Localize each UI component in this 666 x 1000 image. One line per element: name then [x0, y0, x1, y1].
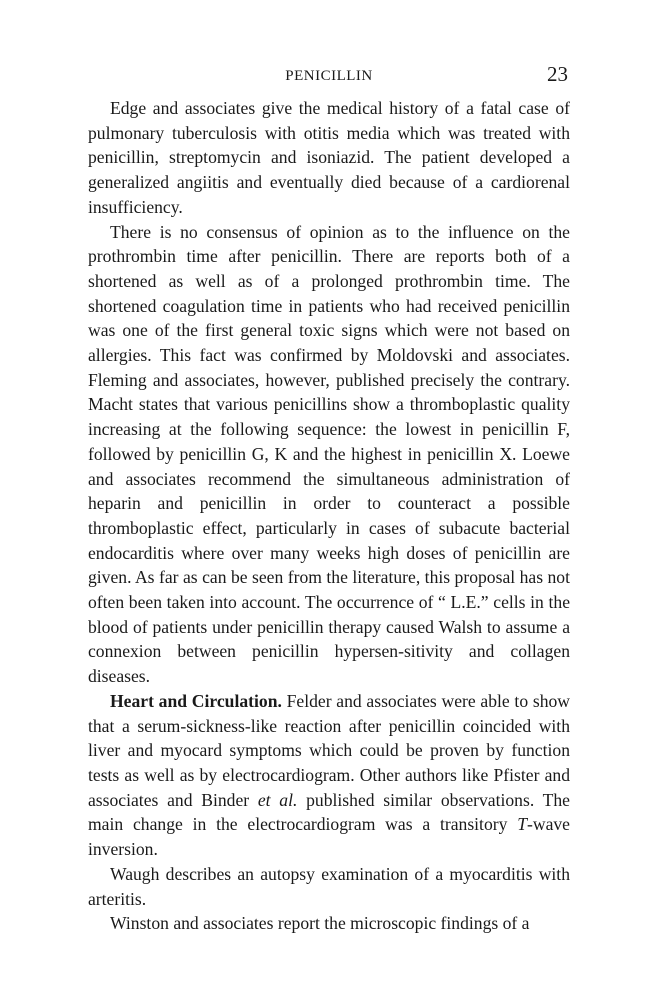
paragraph-waugh: Waugh describes an autopsy examination of a myocarditis with arteritis.	[88, 863, 570, 909]
paragraph-edge-case: Edge and associates give the medical history of a fatal case of pulmonary tuberculosis with otitis media which was treated with penicillin, streptomycin and isoniazid. The patient developed a generalized angiitis and eventually died because of a cardiorenal insufficiency.	[88, 98, 570, 217]
paragraph-winston: Winston and associates report the microscopic findings of a	[110, 913, 530, 934]
paragraph-heart-circulation	[88, 689, 570, 862]
italic-et-al: et al.	[257, 789, 298, 810]
page-number: 23	[547, 62, 568, 86]
running-title: PENICILLIN	[285, 68, 373, 84]
book-page	[88, 62, 570, 936]
paragraph-text: Felder and associates were able to show that a serum-sickness-like reaction after penicillin coincided with liver and myocard symptoms which could be proven by function tests as well as by electrocardiogram. Other authors like Pfister and associates and Binder	[88, 690, 570, 810]
running-head	[88, 62, 570, 96]
paragraph-text: -wave inversion.	[88, 814, 570, 860]
paragraph-text: published similar observations. The main change in the electrocardiogram was a transitory	[88, 789, 570, 835]
italic-t-letter: T	[517, 814, 528, 835]
section-heading-heart-circulation: Heart and Circulation.	[110, 690, 282, 711]
paragraph-prothrombin: There is no consensus of opinion as to the influence on the prothrombin time after penicillin. There are reports both of a shortened as well as of a prolonged prothrombin time. The shortened coagulation time in patients who had received penicillin was one of the first general toxic signs which were not based on allergies. This fact was confirmed by Moldovski and associates. Fleming and associates, however, published precisely the contrary. Macht states that various penicillins show a thromboplastic quality increasing at the following sequence: the lowest in penicillin F, followed by penicillin G, K and the highest in penicillin X. Loewe and associates recommend the simultaneous administration of heparin and penicillin in order to counteract a possible thromboplastic effect, particularly in cases of subacute bacterial endocarditis where over many weeks high doses of penicillin are given. As far as can be seen from the literature, this proposal has not often been taken into account. The occurrence of “ L.E.” cells in the blood of patients under penicillin therapy caused Walsh to assume a connexion between penicillin hypersen-sitivity and collagen diseases.	[88, 221, 570, 687]
